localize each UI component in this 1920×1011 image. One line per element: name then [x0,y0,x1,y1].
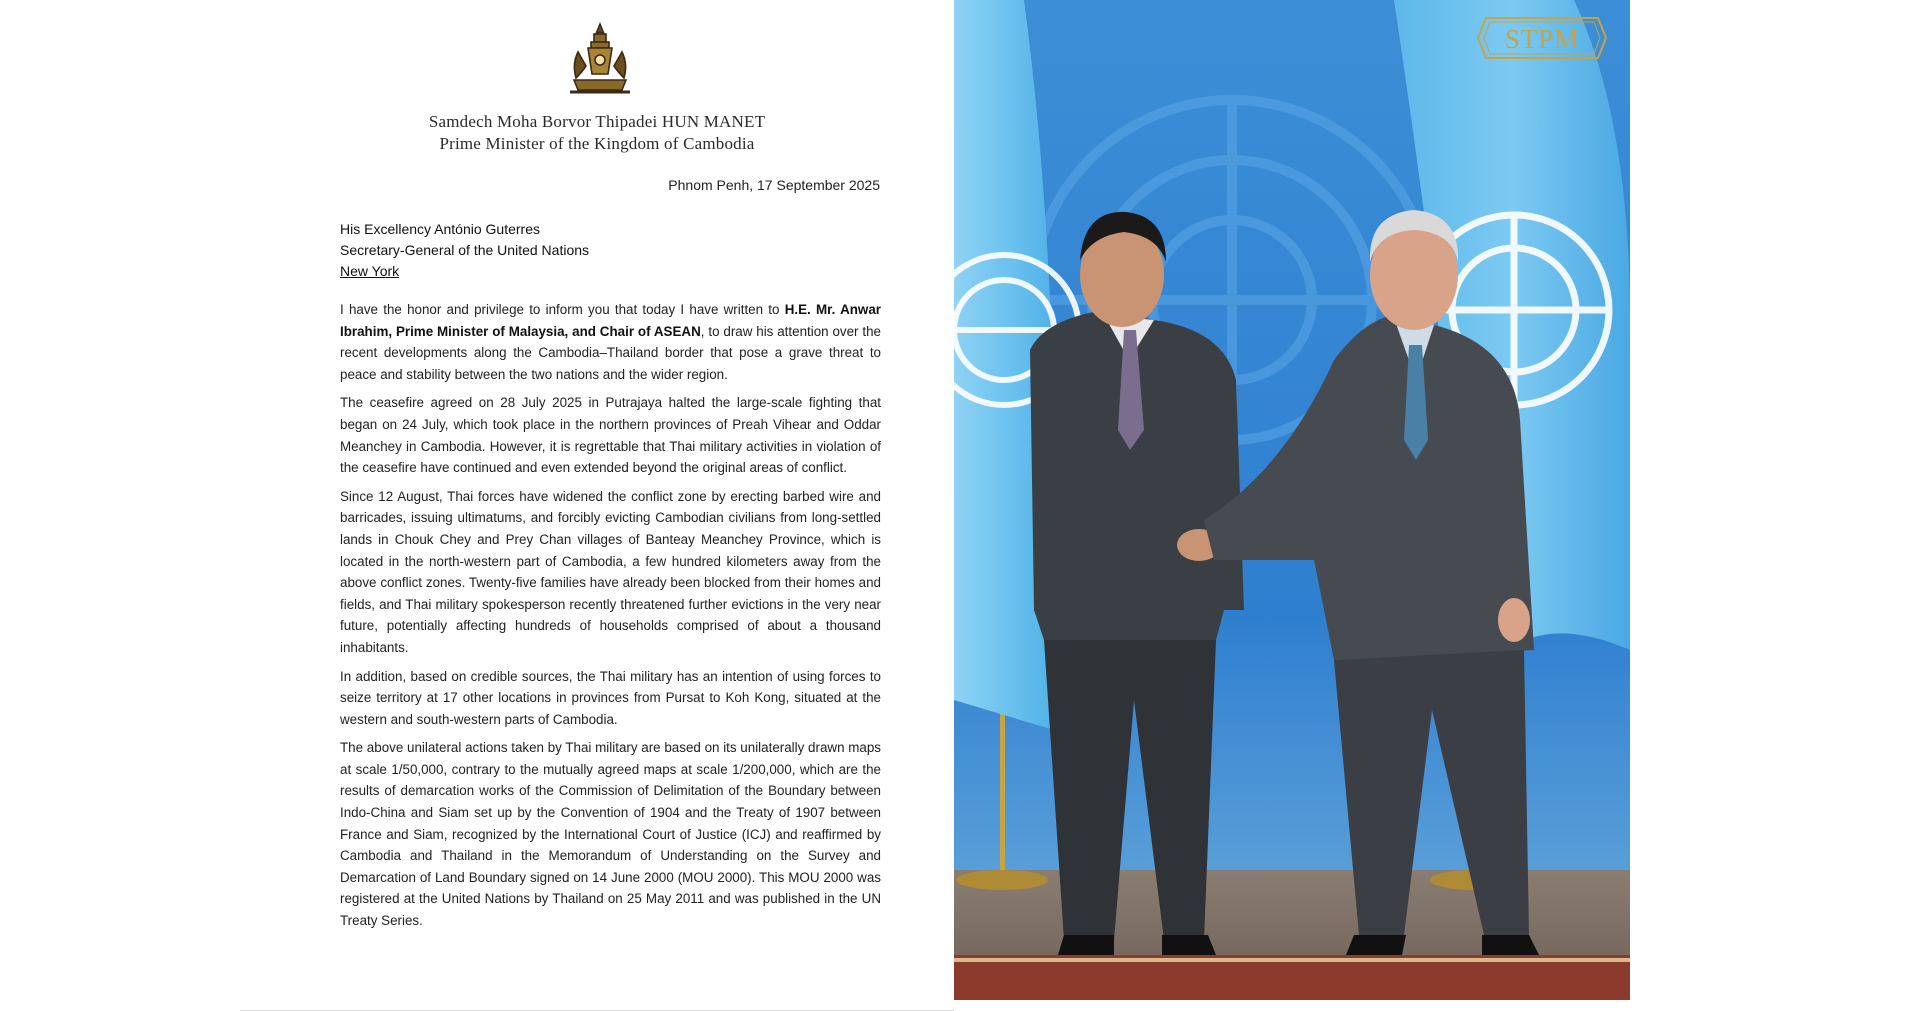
letter-sender-title: Prime Minister of the Kingdom of Cambodia [439,134,755,153]
letter-page [240,0,954,1011]
royal-crest-icon [558,18,642,102]
letter-paragraph-3: Since 12 August, Thai forces have widened the conflict zone by erecting barbed wire and barricades, issuing ultimatums, and forcibly evicting Cambodian civilians from long-settled lands in Chouk Chey and Prey Chan villages of Banteay Meanchey Province, which is located in the north-western part of Cambodia, a few hundred kilometers away from the above conflict zones. Twenty-five families have already been blocked from their homes and fields, and Thai military spokesperson recently threatened further evictions in the very near future, potentially affecting hundreds of households comprised of about a thousand inhabitants. [340,488,881,655]
flag-pole-left [1000,700,1005,880]
paragraph-bold-text: H.E. Mr. Anwar Ibrahim, Prime Minister of Malaysia, and Chair of ASEAN [340,302,881,339]
addressee-block [340,219,589,282]
letter-paragraph-2: The ceasefire agreed on 28 July 2025 in Putrajaya halted the large-scale fighting that began on 24 July, which took place in the northern provinces of Preah Vihear and Oddar Meanchey in Cambodia. However, it is regrettable that Thai military activities in violation of the ceasefire have continued and even extended beyond the original areas of conflict. [340,395,881,476]
addressee-city: New York [340,263,400,279]
letter-sender-name: Samdech Moha Borvor Thipadei HUN MANET [428,112,766,131]
paragraph-text: I have the honor and privilege to inform you that today I have written to [340,302,785,317]
meeting-photo [954,0,1630,1000]
photo-illustration [954,0,1630,1000]
letter-place-date: Phnom Penh, 17 September 2025 [668,177,880,193]
stpm-logo-text: STPM [1504,24,1580,54]
letter-paragraph-4: In addition, based on credible sources, the Thai military has an intention of using forces to seize territory at 17 other locations in provinces from Pursat to Koh Kong, situated at the western and south-western parts of Cambodia. [340,668,881,727]
stpm-logo [1476,14,1608,62]
paragraph-text: , to draw his attention over the recent developments along the Cambodia–Thailand border that pose a grave threat to peace and stability between the two nations and the wider region. [340,323,881,382]
letter-paragraph-5: The above unilateral actions taken by Thai military are based on its unilaterally drawn maps at scale 1/50,000, contrary to the mutually agreed maps at scale 1/200,000, which are the results of demarcation works of the Commission of Delimitation of the Boundary between Indo-China and Siam set up by the Convention of 1904 and the Treaty of 1907 between France and Siam, recognized by the International Court of Justice (ICJ) and reaffirmed by Cambodia and Thailand in the Memorandum of Understanding on the Survey and Demarcation of Land Boundary signed on 14 June 2000 (MOU 2000). This MOU 2000 was registered at the United Nations by Thailand on 25 May 2011 and was published in the UN Treaty Series. [340,740,881,929]
addressee-name: His Excellency António Guterres [340,221,540,237]
addressee-title: Secretary-General of the United Nations [340,242,590,258]
letter-body [340,299,881,939]
letter-paragraph-1 [340,299,881,385]
